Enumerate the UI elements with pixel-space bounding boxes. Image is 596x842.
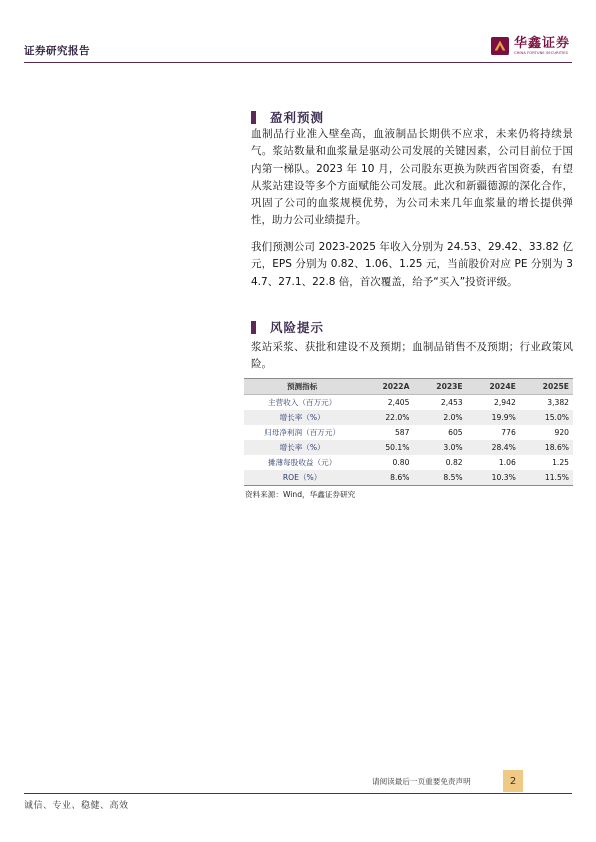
table-cell: 8.6% (360, 470, 413, 486)
table-cell: 1.06 (467, 455, 520, 470)
row-label: 增长率（%） (244, 410, 360, 425)
table-cell: 8.5% (413, 470, 466, 486)
brand-name-cn: 华鑫证券 (513, 36, 570, 51)
table-cell: 22.0% (360, 410, 413, 425)
section-risk-warning (251, 318, 324, 336)
table-cell: 0.80 (360, 455, 413, 470)
section-earnings-forecast (251, 108, 324, 126)
table-header-cell: 2022A (360, 379, 413, 395)
forecast-paragraph-1: 血制品行业准入壁垒高，血液制品长期供不应求，未来仍将持续景气。浆站数量和血浆量是驱动公司发展的关键因素，公司目前位于国内第一梯队。2023 年 10 月，公司股东更换为陕西省国资委，有望从浆站建设等多个方面赋能公司发展。此次和新疆德源的深化合作，巩固了公司的血浆规模优势，为公司未来几年血浆量的增长提供弹性，助力公司业绩提升。 (251, 128, 573, 227)
table-row (244, 410, 573, 425)
table-cell: 11.5% (520, 470, 573, 486)
table-cell: 587 (360, 425, 413, 440)
company-slogan: 诚信、专业、稳健、高效 (24, 801, 129, 811)
row-label: 增长率（%） (244, 440, 360, 455)
row-label: 摊薄每股收益（元） (244, 455, 360, 470)
risk-paragraph: 浆站采浆、获批和建设不及预期；血制品销售不及预期；行业政策风险。 (251, 341, 573, 371)
table-cell: 3.0% (413, 440, 466, 455)
row-label: 归母净利润（百万元） (244, 425, 360, 440)
table-row (244, 470, 573, 486)
brand-logo (491, 37, 570, 56)
table-row (244, 455, 573, 470)
table-cell: 2,453 (413, 395, 466, 411)
report-type-label: 证券研究报告 (24, 45, 90, 57)
table-cell: 10.3% (467, 470, 520, 486)
table-cell: 920 (520, 425, 573, 440)
table-header-cell: 预测指标 (244, 379, 360, 395)
table-row (244, 440, 573, 455)
table-cell: 0.82 (413, 455, 466, 470)
row-label: ROE（%） (244, 470, 360, 486)
table-row (244, 425, 573, 440)
header-divider (24, 62, 572, 63)
footer-divider (24, 793, 572, 794)
table-source-note: 资料来源：Wind，华鑫证券研究 (245, 490, 356, 499)
section-title: 风险提示 (270, 320, 325, 335)
table-cell: 3,382 (520, 395, 573, 411)
table-header-cell: 2023E (413, 379, 466, 395)
disclaimer-note: 请阅读最后一页重要免责声明 (372, 777, 471, 786)
row-label: 主营收入（百万元） (244, 395, 360, 411)
section-title: 盈利预测 (270, 110, 325, 125)
section-marker (251, 111, 256, 124)
forecast-table (244, 378, 573, 486)
table-cell: 1.25 (520, 455, 573, 470)
table-cell: 28.4% (467, 440, 520, 455)
page-number: 2 (503, 770, 523, 792)
table-cell: 776 (467, 425, 520, 440)
table-row (244, 395, 573, 411)
table-cell: 50.1% (360, 440, 413, 455)
table-cell: 15.0% (520, 410, 573, 425)
table-cell: 605 (413, 425, 466, 440)
table-cell: 2,405 (360, 395, 413, 411)
table-header-cell: 2024E (467, 379, 520, 395)
brand-name-en: CHINA FORTUNE SECURITIES (513, 51, 569, 55)
table-cell: 18.6% (520, 440, 573, 455)
table-cell: 2.0% (413, 410, 466, 425)
table-cell: 19.9% (467, 410, 520, 425)
forecast-paragraph-2: 我们预测公司 2023-2025 年收入分别为 24.53、29.42、33.82 亿元，EPS 分别为 0.82、1.06、1.25 元，当前股价对应 PE 分别为 34.7、27.1、22.8 倍，首次覆盖，给予“买入”投资评级。 (251, 241, 573, 288)
brand-logo-icon (491, 37, 509, 55)
table-header-cell: 2025E (520, 379, 573, 395)
table-cell: 2,942 (467, 395, 520, 411)
table-header-row (244, 379, 573, 395)
section-marker (251, 321, 256, 334)
